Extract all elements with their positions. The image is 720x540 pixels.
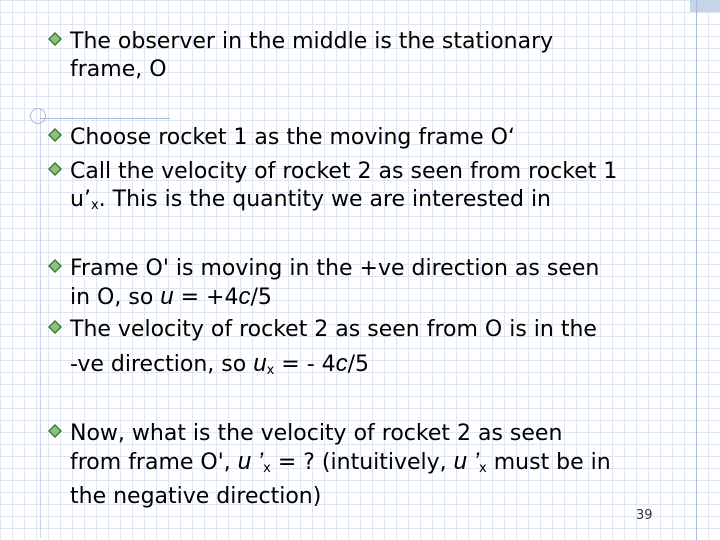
bullet-text: /5 [347,352,370,377]
subscript: x [263,461,271,476]
bullet-text: = - 4 [274,352,336,377]
bullet-text: frame, O [70,57,167,82]
bullet-text: in O, so [70,285,161,310]
math-symbol: u [160,283,174,310]
diamond-bullet-icon [48,128,62,142]
left-guide-line [40,108,41,538]
bullet-text: /5 [250,285,272,310]
guide-circle [30,108,46,124]
corner-decoration [690,0,720,12]
bullet-text: Call the velocity of rocket 2 as seen from rocket 1 [70,159,618,184]
bullet-text: Frame O' is moving in the +ve direction as seen [70,256,600,281]
subscript: x [479,461,487,476]
bullet-item [48,316,718,385]
bullet-text: . This is the quantity we are interested in [98,187,551,212]
bullet-item [48,124,718,152]
bullet-text: u’ [70,187,91,212]
diamond-bullet-icon [48,162,62,176]
bullet-text: must be in [486,450,611,475]
bullet-text: Now, what is the velocity of rocket 2 as seen [70,421,563,446]
math-symbol: u [253,350,267,377]
bullet-text: the negative direction) [70,484,322,509]
math-symbol: u ’ [237,448,264,475]
bullet-item [48,255,718,312]
subscript: x [266,363,275,378]
bullet-text: The observer in the middle is the stationary [70,29,554,54]
bullet-text: from frame O', [70,450,238,475]
math-symbol: c [238,283,251,310]
diamond-bullet-icon [48,424,62,438]
diamond-bullet-icon [48,259,62,273]
bullet-text: = ? (intuitively, [270,450,454,475]
diamond-bullet-icon [48,32,62,46]
bullet-text: -ve direction, so [70,352,254,377]
bullet-item [48,158,718,220]
math-symbol: u ’ [453,448,480,475]
page-number: 39 [636,508,653,523]
diamond-bullet-icon [48,320,62,334]
bullet-item [48,420,718,511]
bullet-text: = +4 [173,285,239,310]
bullet-text: Choose rocket 1 as the moving frame O‘ [70,125,515,150]
bullet-text: The velocity of rocket 2 as seen from O is in the [70,317,597,342]
subscript: x [90,198,99,213]
bullet-item [48,28,718,84]
horizontal-guide-line [40,118,170,119]
math-symbol: c [335,350,348,377]
